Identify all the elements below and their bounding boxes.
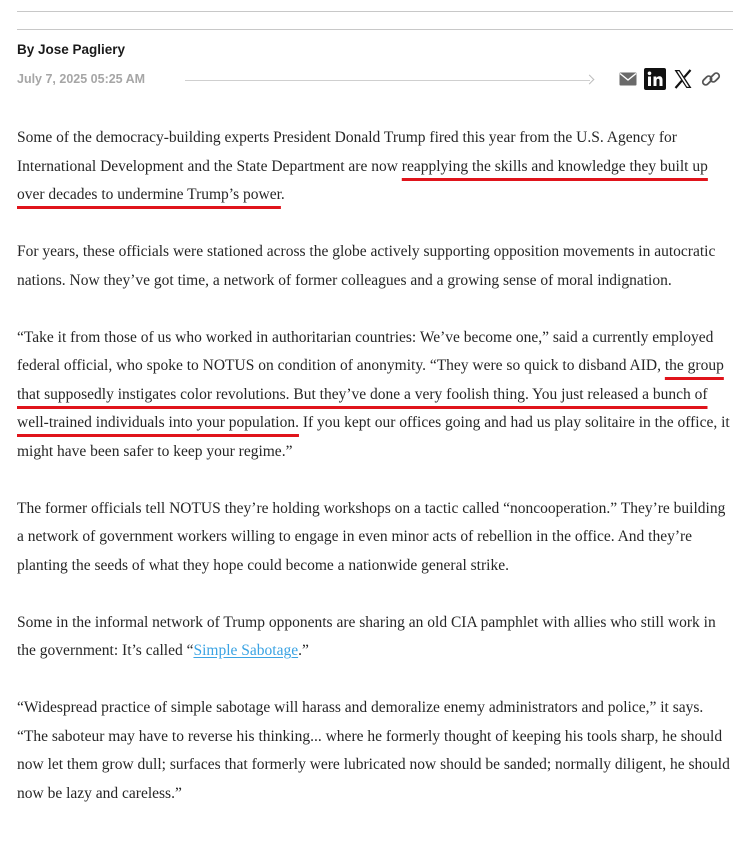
paragraph: The former officials tell NOTUS they’re holding workshops on a tactic called “noncooperation.” They’re building a network of government workers willing to engage in even minor acts of rebellion in the office. And they’re planting the seeds of what they hope could become a nationwide general strike. bbox=[17, 499, 726, 574]
author-byline: By Jose Pagliery bbox=[17, 42, 126, 57]
dateline-row bbox=[17, 66, 735, 94]
arrow-right-icon bbox=[585, 75, 595, 85]
x-icon[interactable] bbox=[673, 69, 693, 89]
linkedin-icon[interactable] bbox=[644, 68, 666, 90]
paragraph-text: Some of the democracy-building experts President Donald Trump fired this year from the U.S. Agency for International Development and the State Department are now bbox=[17, 129, 677, 175]
paragraph: “Widespread practice of simple sabotage will harass and demoralize enemy administrators and police,” it says. “The saboteur may have to reverse his thinking... where he formerly thought of keeping his tools sharp, he should now let them grow dull; surfaces that formerly were lubricated now should be sanded; normally diligent, he should now be lazy and careless.” bbox=[17, 699, 730, 802]
publish-date: July 7, 2025 05:25 AM bbox=[17, 72, 146, 86]
link-icon[interactable] bbox=[700, 68, 722, 90]
paragraph-text: .” bbox=[298, 642, 309, 659]
paragraph bbox=[17, 124, 733, 210]
paragraph bbox=[17, 609, 733, 666]
highlighted-text: reapplying the skills and knowledge they built up over decades to undermine Trump’s power bbox=[17, 157, 708, 203]
paragraph-text: . bbox=[280, 186, 285, 203]
paragraph: For years, these officials were stationed across the globe actively supporting opposition movements in autocratic nations. Now they’ve got time, a network of former colleagues and a growing sense of moral indignation. bbox=[17, 243, 716, 289]
highlighted-text: the group that supposedly instigates color revolutions. But they’ve done a very foolish thing. You just released a bunch of well-trained individuals into your population. bbox=[17, 357, 724, 431]
header-divider bbox=[17, 29, 733, 30]
mail-icon[interactable] bbox=[619, 72, 637, 86]
top-divider bbox=[17, 11, 733, 12]
share-toolbar bbox=[619, 67, 722, 91]
paragraph-text: Some in the informal network of Trump opponents are sharing an old CIA pamphlet with allies who still work in the government: It’s called “ bbox=[17, 613, 716, 659]
date-divider bbox=[185, 80, 590, 81]
paragraph bbox=[17, 324, 733, 467]
paragraph-text: If you kept our offices going and had us play solitaire in the office, it might have been safer to keep your regime.” bbox=[17, 414, 730, 460]
simple-sabotage-link[interactable]: Simple Sabotage bbox=[193, 642, 299, 659]
article-body bbox=[17, 124, 733, 837]
paragraph-text: “Take it from those of us who worked in authoritarian countries: We’ve become one,” said a currently employed federal official, who spoke to NOTUS on condition of anonymity. “They were so quick to disband AID, bbox=[17, 328, 714, 374]
